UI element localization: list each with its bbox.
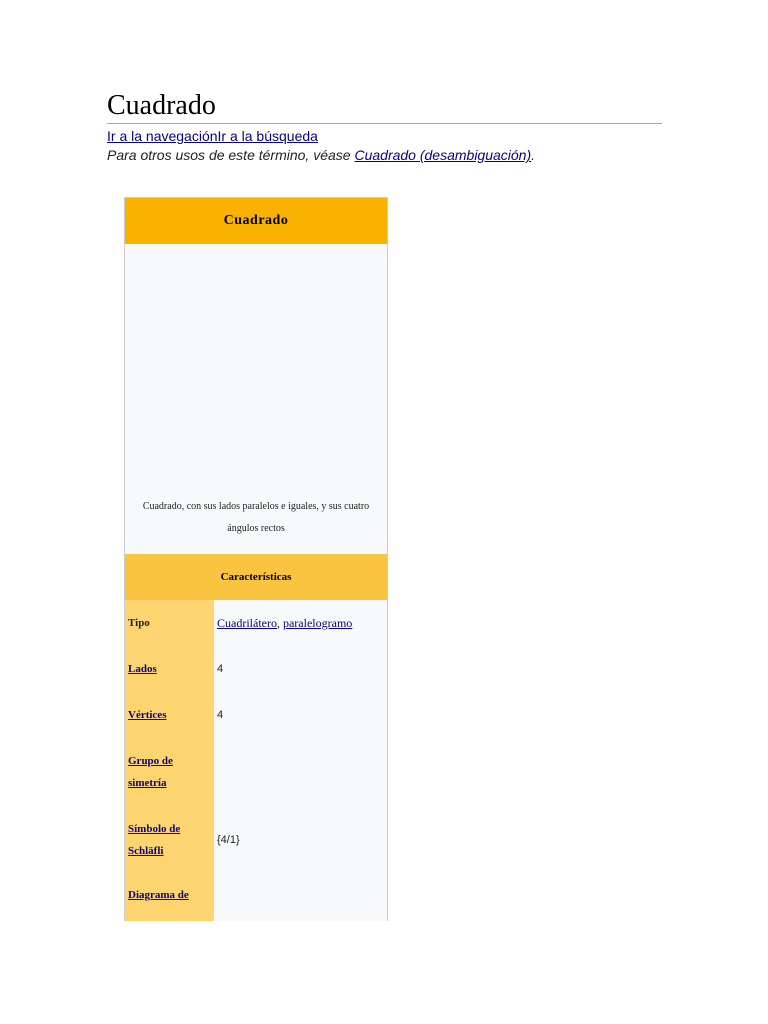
hatnote bbox=[107, 146, 535, 164]
hatnote-suffix: . bbox=[531, 147, 536, 163]
infobox-value-grupo bbox=[214, 738, 387, 806]
infobox-title: Cuadrado bbox=[125, 198, 387, 244]
jump-links bbox=[107, 127, 318, 145]
separator: , bbox=[276, 615, 283, 630]
schlafli-link[interactable]: Símbolo de Schläfli bbox=[128, 823, 181, 857]
infobox-image bbox=[125, 244, 387, 496]
infobox-value-lados: 4 bbox=[214, 646, 387, 692]
infobox-label-tipo bbox=[125, 600, 214, 646]
infobox-value-vertices: 4 bbox=[214, 692, 387, 738]
title-divider bbox=[107, 123, 662, 124]
infobox-label-grupo bbox=[125, 738, 214, 806]
paralelogramo-link[interactable]: paralelogramo bbox=[282, 615, 353, 630]
cuadrilatero-link[interactable]: Cuadrilátero bbox=[217, 615, 277, 630]
page-title: Cuadrado bbox=[107, 90, 216, 121]
infobox-label-diagrama bbox=[125, 874, 214, 921]
infobox-row-simbolo bbox=[125, 806, 387, 874]
label-text: Tipo bbox=[128, 617, 150, 629]
infobox-value-diagrama bbox=[214, 874, 387, 921]
infobox-value-tipo bbox=[214, 600, 387, 646]
infobox-value-simbolo: {4/1} bbox=[214, 806, 387, 874]
infobox-row-grupo bbox=[125, 738, 387, 806]
disambiguation-link[interactable]: Cuadrado (desambiguación) bbox=[354, 147, 532, 163]
jump-to-navigation-link[interactable]: Ir a la navegación bbox=[107, 128, 218, 144]
infobox-row-tipo bbox=[125, 600, 387, 646]
diagrama-link[interactable]: Diagrama de bbox=[128, 889, 189, 901]
infobox-label-lados bbox=[125, 646, 214, 692]
infobox-caption: Cuadrado, con sus lados paralelos e iguales, y sus cuatro ángulos rectos bbox=[142, 501, 370, 534]
grupo-simetria-link[interactable]: Grupo de simetría bbox=[128, 755, 173, 789]
infobox-section-header: Características bbox=[125, 554, 387, 600]
infobox-label-simbolo bbox=[125, 806, 214, 874]
infobox bbox=[124, 197, 388, 921]
lados-link[interactable]: Lados bbox=[128, 663, 157, 675]
infobox-label-vertices bbox=[125, 692, 214, 738]
hatnote-text: Para otros usos de este término, véase bbox=[107, 147, 355, 163]
infobox-row-lados bbox=[125, 646, 387, 692]
infobox-row-diagrama bbox=[125, 874, 387, 921]
vertices-link[interactable]: Vértices bbox=[128, 709, 167, 721]
jump-to-search-link[interactable]: Ir a la búsqueda bbox=[217, 128, 318, 144]
infobox-row-vertices bbox=[125, 692, 387, 738]
